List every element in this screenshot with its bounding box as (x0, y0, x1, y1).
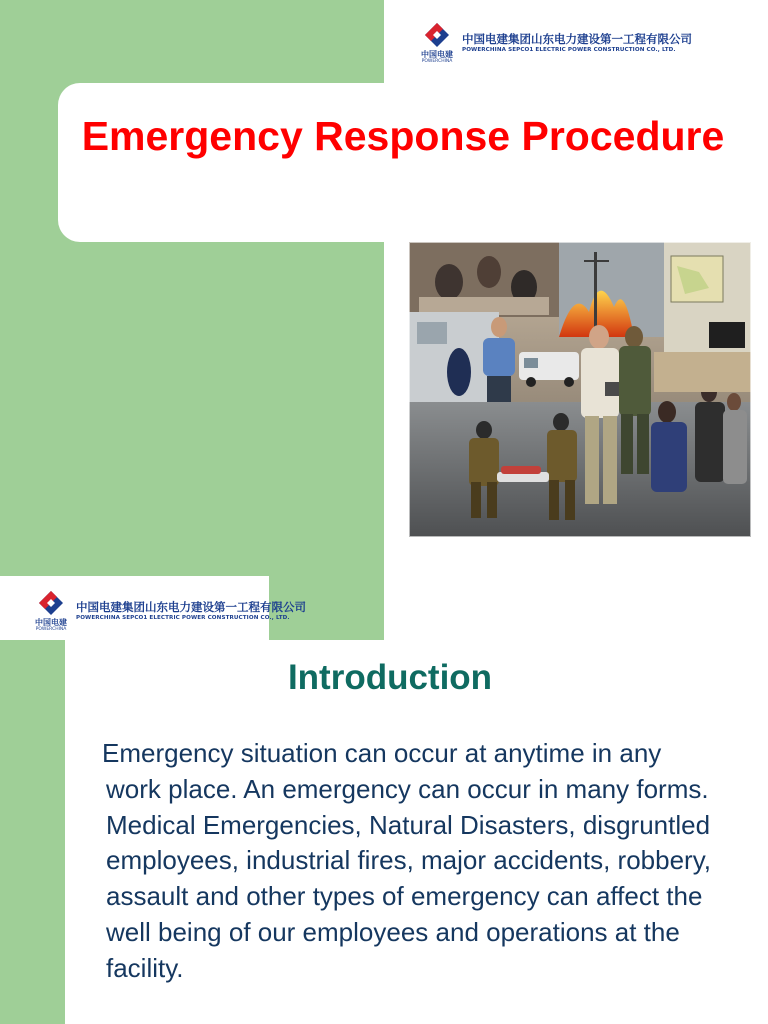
logo-mark (416, 22, 458, 65)
company-names (76, 590, 306, 622)
introduction-paragraph: Emergency situation can occur at anytime in any work place. An emergency can occur in many forms. Medical Emergencies, Natural Disasters, disgruntled employees, industrial fires, major accidents, robbery, assault and other types of emergency can affect the well being of our employees and operations at the facility. (102, 738, 711, 983)
slide-title: Emergency Response Procedure (81, 113, 725, 159)
powerchina-logo-icon (36, 590, 66, 618)
logo-mark-cn: 中国电建 (421, 50, 453, 59)
company-name-cn: 中国电建集团山东电力建设第一工程有限公司 (76, 600, 306, 614)
section-heading: Introduction (287, 658, 493, 697)
green-side-panel (0, 640, 65, 1024)
company-name-en: POWERCHINA SEPCO1 ELECTRIC POWER CONSTRUCTION CO., LTD. (462, 47, 676, 53)
logo-mark-en: POWERCHINA (35, 627, 67, 632)
introduction-slide (0, 576, 768, 1024)
company-names (462, 22, 692, 54)
powerchina-logo-icon (422, 22, 452, 50)
logo-mark-cn: 中国电建 (35, 618, 67, 627)
logo-mark (30, 590, 72, 633)
emergency-response-collage-image (409, 242, 751, 537)
company-logo (416, 22, 692, 65)
company-name-en: POWERCHINA SEPCO1 ELECTRIC POWER CONSTRUCTION CO., LTD. (76, 615, 290, 621)
logo-mark-en: POWERCHINA (421, 59, 453, 64)
title-box (58, 83, 768, 242)
company-name-cn: 中国电建集团山东电力建设第一工程有限公司 (462, 32, 692, 46)
collage-illustration (409, 242, 751, 537)
company-logo-small (30, 590, 306, 633)
